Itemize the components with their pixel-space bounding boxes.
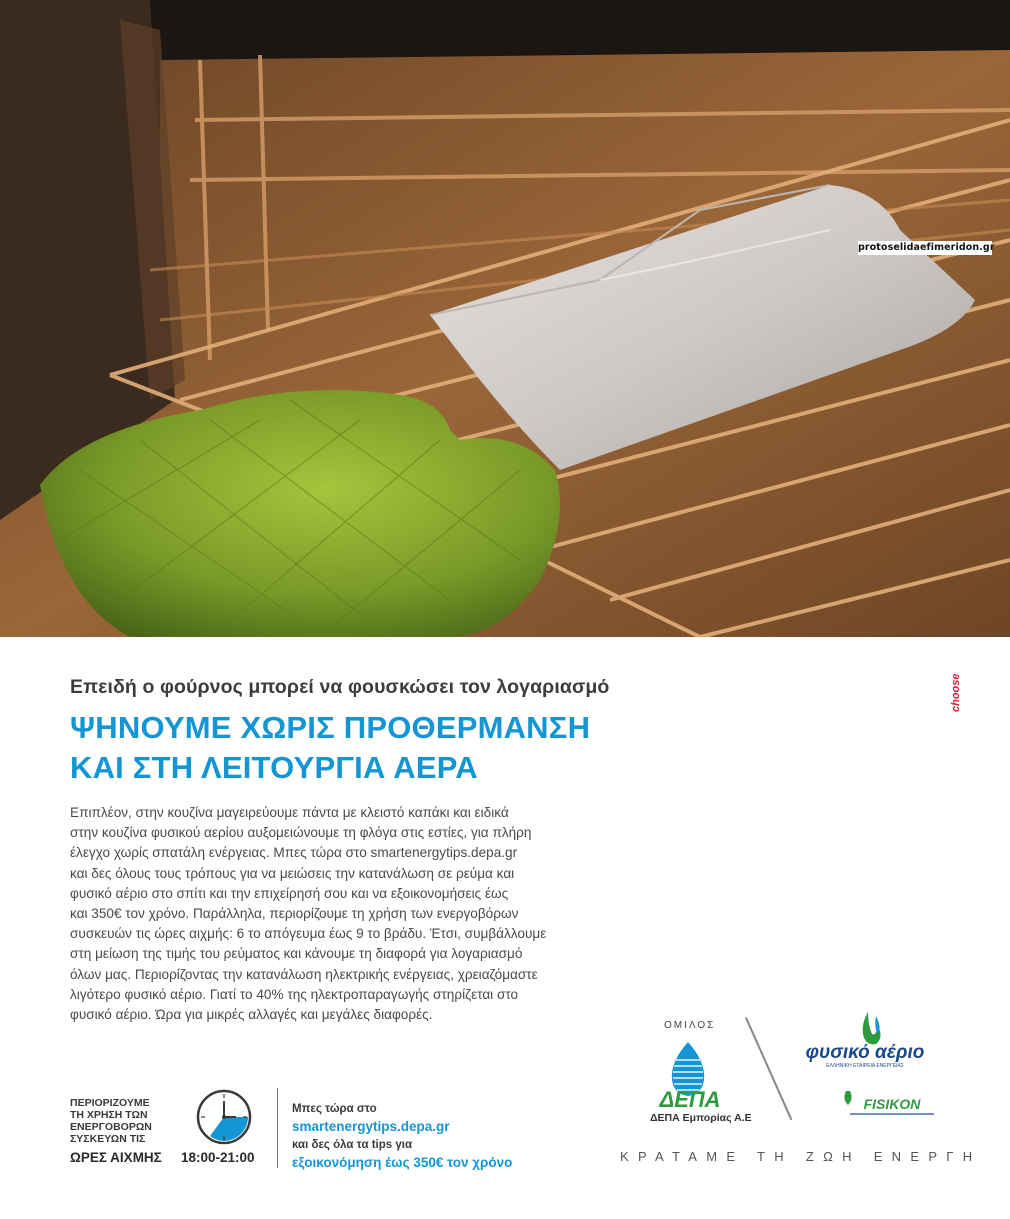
peak-line: ΤΗ ΧΡΗΣΗ ΤΩΝ [70, 1109, 148, 1121]
natural-gas-logo [790, 1008, 940, 1070]
cta-block [292, 1100, 512, 1172]
body-line: όλων μας. Περιορίζοντας την κατανάλωση ηλεκτρικής ενέργειας, χρειαζόμαστε [70, 966, 538, 982]
body-line: στην κουζίνα φυσικού αερίου αυξομειώνουμε τη φλόγα στις εστίες, για πλήρη [70, 825, 532, 841]
depa-mark-text: ΔΕΠΑ [659, 1087, 721, 1110]
body-line: φυσικό αέριο. Ώρα για μικρές αλλαγές και μεγάλες διαφορές. [70, 1007, 433, 1023]
body-line: φυσικό αέριο στο σπίτι και την επιχείρησή σου και να εξοικονομήσεις έως [70, 885, 509, 901]
body-line: και 350€ τον χρόνο. Παράλληλα, περιορίζουμε τη χρήση των ενεργοβόρων [70, 906, 519, 922]
body-line: Επιπλέον, στην κουζίνα μαγειρεύουμε πάντα με κλειστό καπάκι και ειδικά [70, 805, 509, 820]
gas-brand-text: φυσικό αέριο [805, 1042, 925, 1063]
fisikon-text: FISIKON [863, 1096, 921, 1112]
cta-line: και δες όλα τα tips για [292, 1139, 413, 1151]
body-line: έλεγχο χωρίς σπατάλη ενέργειας. Μπες τώρα στο smartenergytips.depa.gr [70, 845, 518, 861]
clock-icon [196, 1089, 252, 1145]
depa-company-name: ΔΕΠΑ Εμπορίας Α.Ε [650, 1112, 752, 1124]
choose-brand [950, 673, 970, 724]
logo-divider [745, 1017, 792, 1120]
headline-line-2: ΚΑΙ ΣΤΗ ΛΕΙΤΟΥΡΓΙΑ ΑΕΡΑ [70, 750, 478, 785]
tagline: ΚΡΑΤΑΜΕ ΤΗ ΖΩΗ ΕΝΕΡΓΗ [620, 1149, 982, 1164]
cta-savings: εξοικονόμηση έως 350€ τον χρόνο [292, 1155, 513, 1170]
body-line: στη μείωση της τιμής του ρεύματος και κάνουμε τη διαφορά για λογαριασμό [70, 946, 523, 962]
choose-label: choose [950, 673, 962, 712]
body-line: και δες όλους τους τρόπους για να μειώσεις την κατανάλωση σε ρεύμα και [70, 865, 515, 881]
headline [70, 708, 590, 788]
depa-logo [640, 1040, 740, 1110]
fisikon-logo [840, 1085, 940, 1121]
cta-line: Μπες τώρα στο [292, 1103, 377, 1115]
group-label: ΟΜΙΛΟΣ [664, 1020, 716, 1031]
body-line: συσκευών τις ώρες αιχμής: 6 το απόγευμα έως 9 το βράδυ. Έτσι, συμβάλλουμε [70, 926, 547, 942]
cta-url-link[interactable]: smartenergytips.depa.gr [292, 1119, 450, 1134]
peak-hours-label [70, 1097, 152, 1145]
subhead: Επειδή ο φούρνος μπορεί να φουσκώσει τον λογαριασμό [70, 676, 610, 698]
peak-line: ΕΝΕΡΓΟΒΟΡΩΝ [70, 1121, 152, 1133]
peak-line: ΣΥΣΚΕΥΩΝ ΤΙΣ [70, 1133, 146, 1145]
peak-hours-title: ΩΡΕΣ ΑΙΧΜΗΣ [70, 1150, 162, 1165]
body-line: λιγότερο φυσικό αέριο. Γιατί το 40% της ηλεκτροπαραγωγής στηρίζεται στο [70, 986, 519, 1002]
peak-line: ΠΕΡΙΟΡΙΖΟΥΜΕ [70, 1097, 150, 1109]
gas-sub-text: ΕΛΛΗΝΙΚΗ ΕΤΑΙΡΕΙΑ ΕΝΕΡΓΕΙΑΣ [826, 1063, 904, 1069]
body-paragraph [70, 803, 610, 1025]
watermark-label: protoselidaefimeridon.gr [858, 242, 995, 253]
peak-hours-time: 18:00-21:00 [181, 1150, 255, 1165]
headline-line-1: ΨΗΝΟΥΜΕ ΧΩΡΙΣ ΠΡΟΘΕΡΜΑΝΣΗ [70, 710, 591, 745]
divider [277, 1088, 278, 1168]
